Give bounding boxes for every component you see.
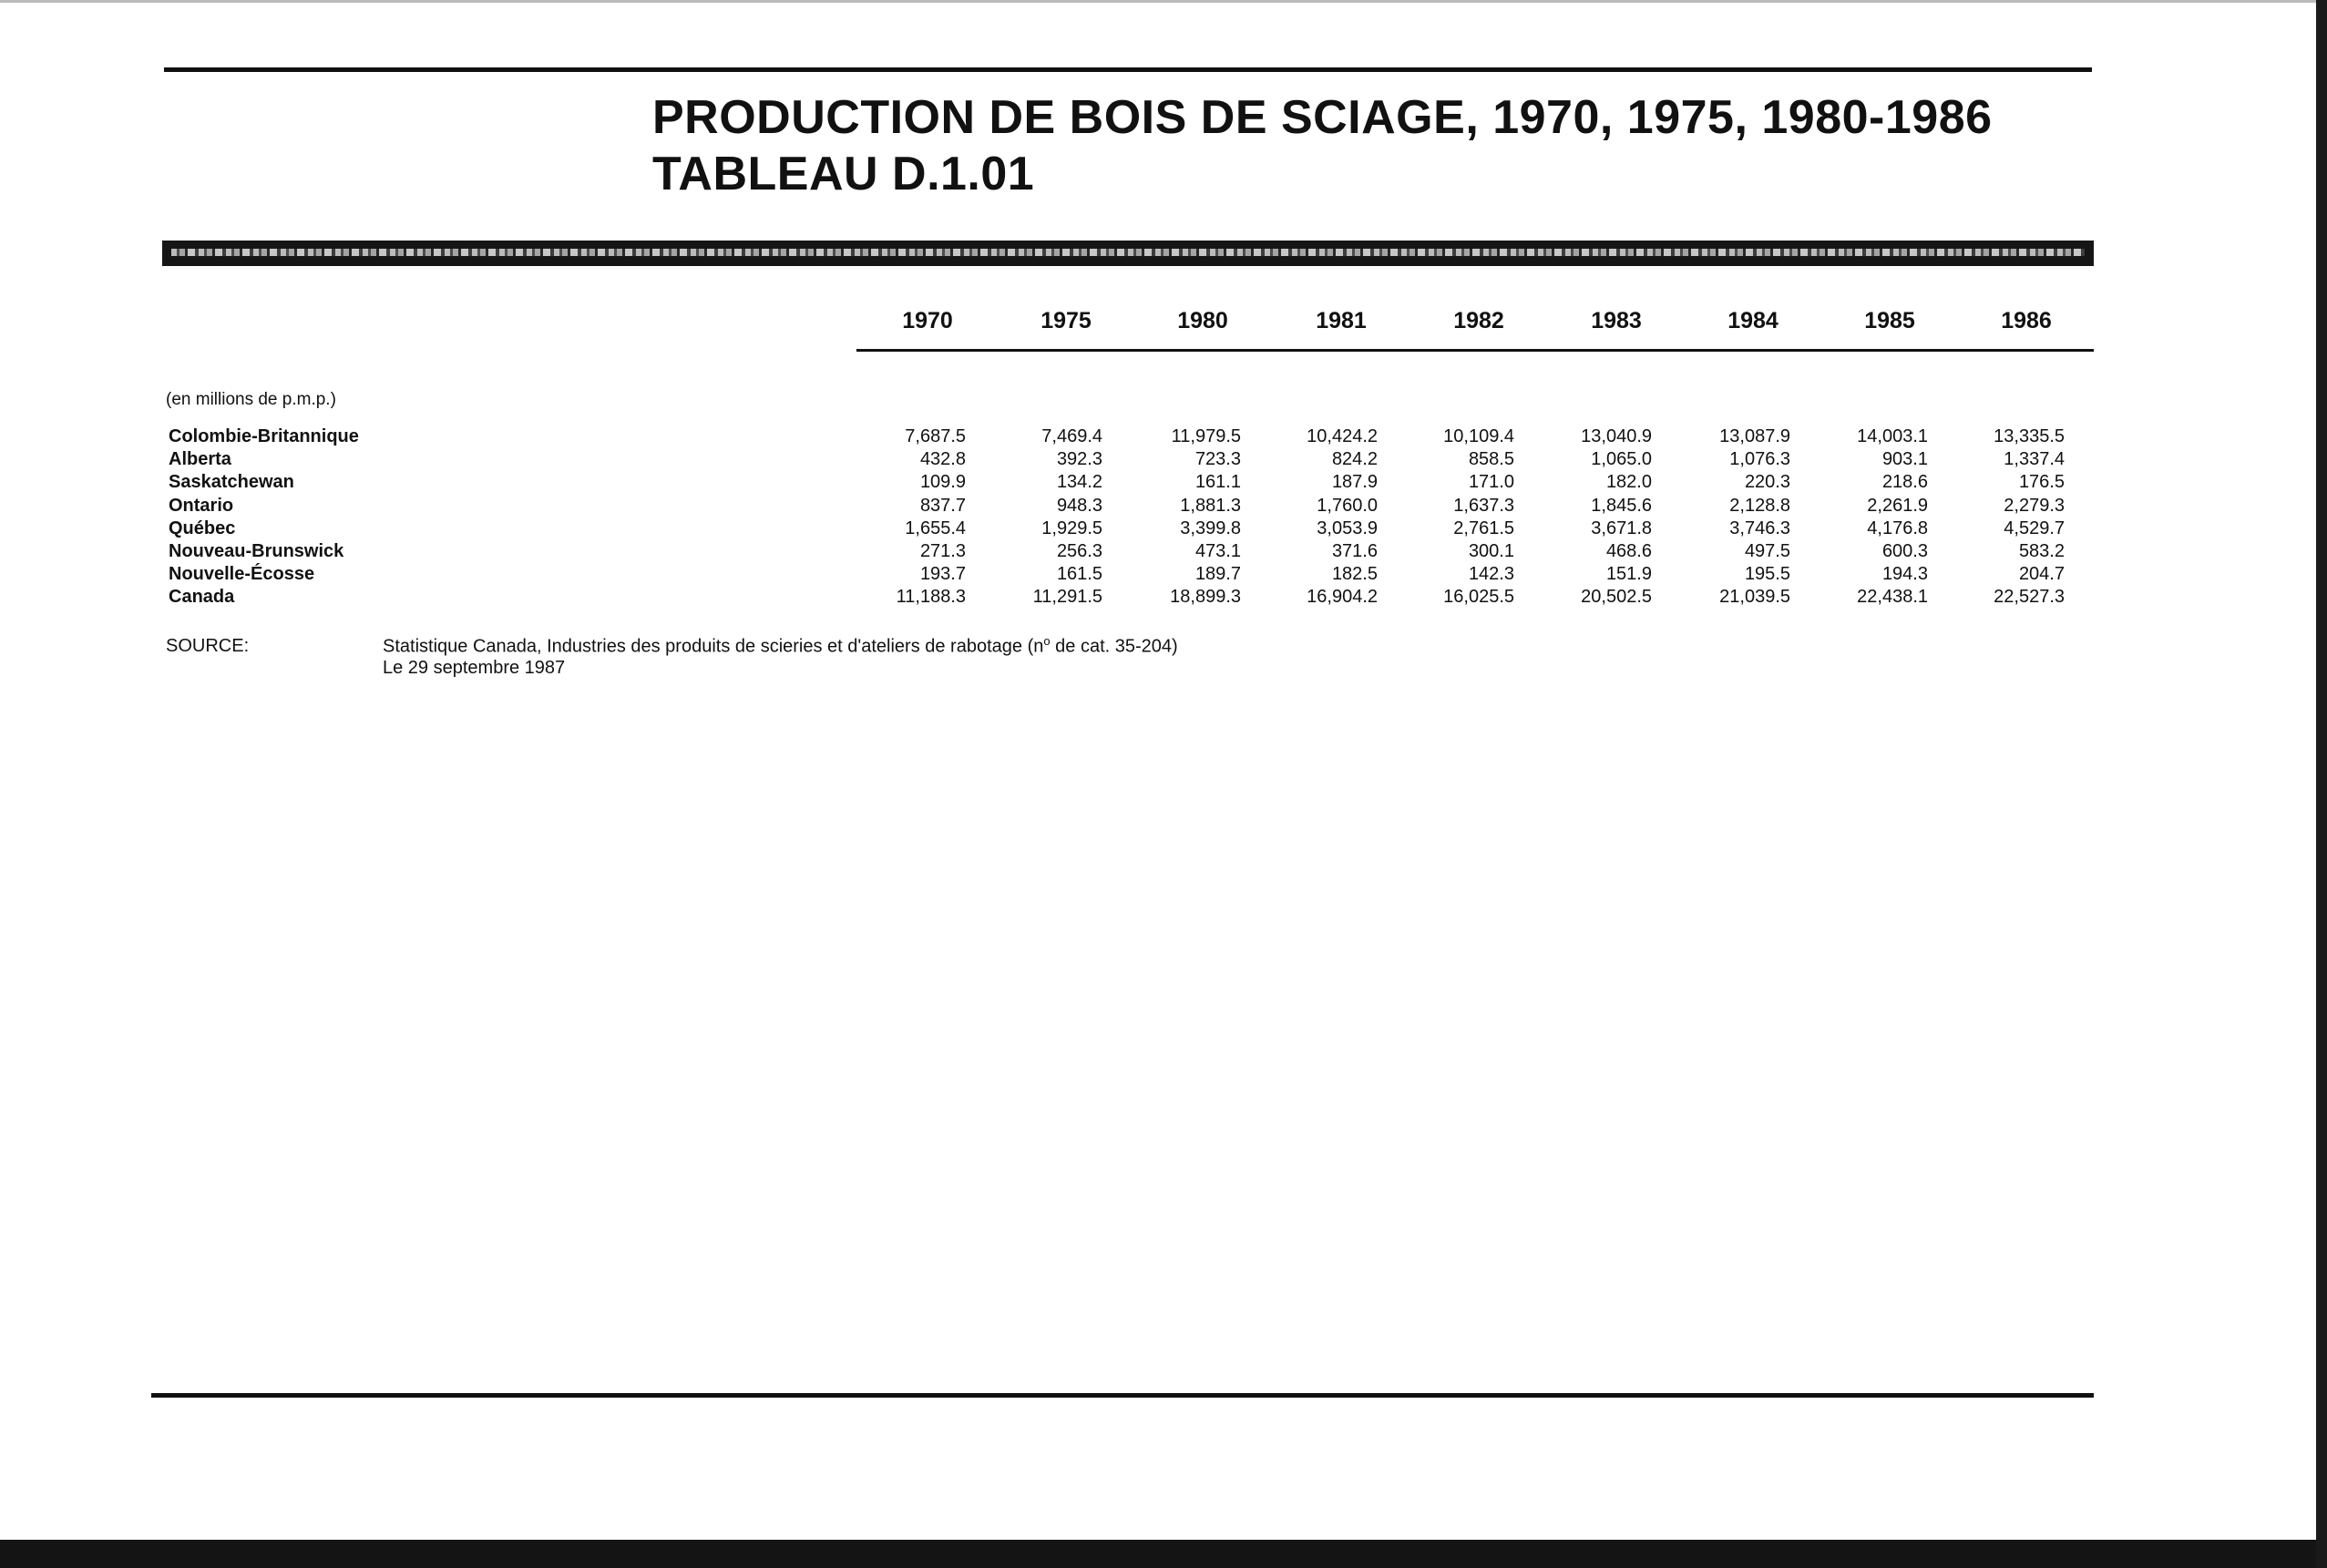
source-label: SOURCE:	[166, 636, 250, 656]
year-header-cell: 1981	[1316, 308, 1367, 333]
table-cell: 182.5	[1331, 564, 1378, 585]
table-cell: 218.6	[1881, 472, 1928, 493]
row-label: Québec	[169, 518, 236, 538]
table-cell: 497.5	[1744, 541, 1790, 561]
table-cell: 16,904.2	[1307, 587, 1378, 608]
table-cell: 11,979.5	[1171, 426, 1241, 446]
table-cell: 161.1	[1194, 472, 1241, 493]
table-cell: 7,687.5	[905, 426, 966, 446]
row-label: Nouvelle-Écosse	[169, 564, 315, 585]
table-cell: 271.3	[919, 541, 966, 561]
table-cell: 22,438.1	[1857, 587, 1928, 608]
table-cell: 1,076.3	[1729, 449, 1790, 470]
table-cell: 2,761.5	[1453, 518, 1514, 538]
table-cell: 109.9	[919, 472, 966, 493]
row-label: Ontario	[169, 495, 234, 516]
table-cell: 11,188.3	[896, 587, 966, 608]
source-superscript: o	[1043, 634, 1051, 648]
year-header-cell: 1985	[1864, 308, 1915, 333]
table-cell: 13,335.5	[1994, 426, 2065, 446]
table-cell: 22,527.3	[1994, 587, 2065, 608]
table-row	[0, 496, 2327, 518]
table-cell: 1,881.3	[1180, 495, 1241, 516]
year-header-cell: 1982	[1453, 308, 1504, 333]
table-cell: 1,845.6	[1591, 495, 1652, 516]
table-cell: 7,469.4	[1041, 426, 1102, 446]
table-cell: 903.1	[1881, 449, 1928, 470]
table-row	[0, 426, 2327, 449]
year-header-cell: 1970	[902, 308, 953, 333]
table-cell: 220.3	[1744, 472, 1790, 493]
table-row	[0, 564, 2327, 587]
table-cell: 468.6	[1605, 541, 1652, 561]
row-label: Alberta	[169, 449, 231, 470]
table-cell: 3,671.8	[1591, 518, 1652, 538]
table-cell: 723.3	[1194, 449, 1241, 470]
table-cell: 432.8	[919, 449, 966, 470]
table-cell: 948.3	[1056, 495, 1102, 516]
table-cell: 171.0	[1468, 472, 1514, 493]
table-cell: 204.7	[2018, 564, 2065, 585]
row-label: Nouveau-Brunswick	[169, 541, 344, 561]
table-cell: 371.6	[1331, 541, 1378, 561]
year-header-cell: 1983	[1591, 308, 1642, 333]
table-cell: 142.3	[1468, 564, 1514, 585]
table-cell: 10,109.4	[1443, 426, 1514, 446]
table-cell: 473.1	[1194, 541, 1241, 561]
table-cell: 858.5	[1468, 449, 1514, 470]
table-cell: 176.5	[2018, 472, 2065, 493]
table-cell: 20,502.5	[1581, 587, 1652, 608]
table-cell: 11,291.5	[1032, 587, 1102, 608]
table-cell: 1,655.4	[905, 518, 966, 538]
table-cell: 13,040.9	[1581, 426, 1652, 446]
row-label: Saskatchewan	[169, 472, 294, 493]
top-rule	[164, 67, 2092, 72]
year-header-cell: 1975	[1040, 308, 1092, 333]
table-cell: 1,637.3	[1453, 495, 1514, 516]
table-cell: 10,424.2	[1307, 426, 1378, 446]
table-cell: 3,053.9	[1317, 518, 1378, 538]
table-cell: 2,279.3	[2004, 495, 2065, 516]
source-text-main: Statistique Canada, Industries des produits de scieries et d'ateliers de rabotage (n	[383, 636, 1044, 657]
source-text	[383, 634, 1178, 658]
row-label: Colombie-Britannique	[169, 426, 359, 446]
table-cell: 600.3	[1881, 541, 1928, 561]
table-cell: 187.9	[1331, 472, 1378, 493]
table-cell: 2,261.9	[1867, 495, 1928, 516]
row-label: Canada	[169, 587, 235, 608]
table-cell: 194.3	[1881, 564, 1928, 585]
table-row	[0, 472, 2327, 495]
year-header-cell: 1984	[1727, 308, 1779, 333]
table-cell: 193.7	[919, 564, 966, 585]
table-cell: 824.2	[1331, 449, 1378, 470]
decorative-band	[162, 241, 2094, 266]
table-row	[0, 518, 2327, 541]
document-title	[652, 89, 1993, 202]
table-cell: 3,746.3	[1729, 518, 1790, 538]
units-note: (en millions de p.m.p.)	[166, 390, 336, 409]
table-cell: 151.9	[1605, 564, 1652, 585]
table-cell: 13,087.9	[1719, 426, 1790, 446]
table-cell: 1,065.0	[1591, 449, 1652, 470]
title-line-2: TABLEAU D.1.01	[652, 148, 1035, 200]
table-cell: 1,929.5	[1041, 518, 1102, 538]
table-cell: 14,003.1	[1857, 426, 1928, 446]
table-row	[0, 587, 2327, 610]
table-cell: 583.2	[2018, 541, 2065, 561]
table-cell: 256.3	[1056, 541, 1102, 561]
table-cell: 392.3	[1056, 449, 1102, 470]
table-cell: 3,399.8	[1180, 518, 1241, 538]
table-row	[0, 449, 2327, 472]
table-cell: 134.2	[1056, 472, 1102, 493]
table-cell: 4,176.8	[1867, 518, 1928, 538]
bottom-rule	[151, 1393, 2094, 1398]
table-cell: 16,025.5	[1443, 587, 1514, 608]
title-line-1: PRODUCTION DE BOIS DE SCIAGE, 1970, 1975, 1980-1986	[652, 91, 1993, 144]
header-rule	[856, 349, 2094, 352]
table-cell: 2,128.8	[1729, 495, 1790, 516]
year-header-cell: 1986	[2001, 308, 2052, 333]
table-cell: 4,529.7	[2004, 518, 2065, 538]
source-text-tail: de cat. 35-204)	[1050, 636, 1178, 657]
scan-edge-top	[0, 0, 2327, 3]
table-cell: 1,760.0	[1317, 495, 1378, 516]
scan-edge-right	[2316, 0, 2327, 1568]
scan-edge-bottom	[0, 1540, 2327, 1568]
table-cell: 21,039.5	[1719, 587, 1790, 608]
source-date: Le 29 septembre 1987	[383, 658, 566, 678]
table-cell: 189.7	[1194, 564, 1241, 585]
table-cell: 1,337.4	[2004, 449, 2065, 470]
table-cell: 18,899.3	[1170, 587, 1241, 608]
year-header-cell: 1980	[1177, 308, 1228, 333]
table-cell: 195.5	[1744, 564, 1790, 585]
table-cell: 837.7	[919, 495, 966, 516]
table-row	[0, 541, 2327, 564]
table-cell: 300.1	[1468, 541, 1514, 561]
table-cell: 182.0	[1605, 472, 1652, 493]
table-cell: 161.5	[1056, 564, 1102, 585]
